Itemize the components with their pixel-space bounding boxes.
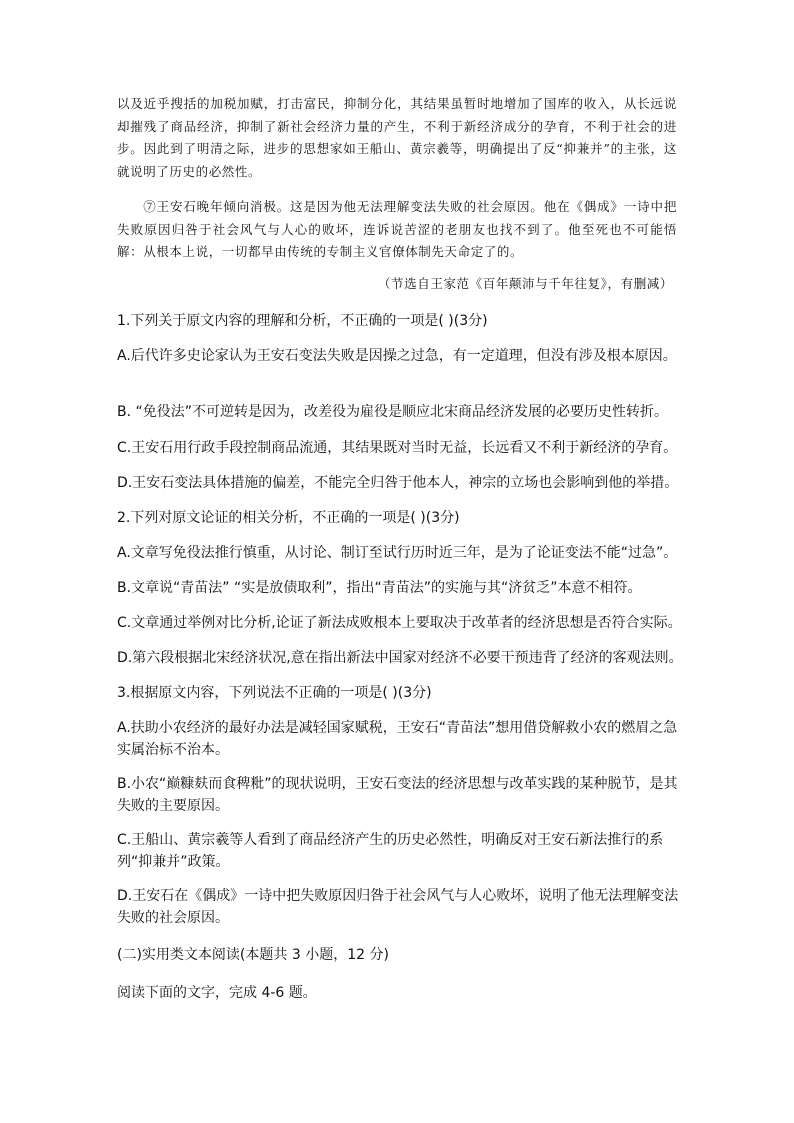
passage-text-7: ⑦王安石晚年倾向消极。这是因为他无法理解变法失败的社会原因。他在《偶成》一诗中把失败原因归咎于社会风气与人心的败坏，连诉说苦涩的老朋友也找不到了。他至死也不可能悟解：从根本上说，一切都早由传统的专制主义官僚体制先天命定了的。 bbox=[117, 199, 677, 259]
question-1-option-b: B. “免役法”不可逆转是因为，改差役为雇役是顺应北宋商品经济发展的必要历史性转折。 bbox=[117, 404, 669, 420]
question-2-option-d: D.第六段根据北宋经济状况,意在指出新法中国家对经济不必要干预违背了经济的客观法则。 bbox=[117, 650, 683, 666]
question-3-option-b: B.小农“巅糠麸而食稗粃”的现状说明，王安石变法的经济思想与改革实践的某种脱节，是其失败的主要原因。 bbox=[117, 776, 678, 814]
question-2-option-b: B.文章说“青苗法” “实是放债取利”，指出“青苗法”的实施与其“济贫乏”本意不相符。 bbox=[117, 580, 642, 596]
question-3-option-a: A.扶助小农经济的最好办法是减轻国家赋税，王安石“青苗法”想用借贷解救小农的燃眉之急实属治标不治本。 bbox=[117, 720, 678, 758]
question-2-stem: 2.下列对原文论证的相关分析，不正确的一项是( )(3分) bbox=[117, 510, 460, 526]
question-3-stem: 3.根据原文内容，下列说法不正确的一项是( )(3分) bbox=[117, 685, 432, 701]
reading-instruction: 阅读下面的文字，完成 4-6 题。 bbox=[117, 985, 317, 1001]
passage-paragraph-end bbox=[117, 93, 677, 183]
source-citation: （节选自王家范《百年颠沛与千年往复》，有删减） bbox=[377, 276, 673, 291]
section-heading: (二)实用类文本阅读(本题共 3 小题，12 分) bbox=[117, 947, 389, 963]
question-2-option-c: C.文章通过举例对比分析,论证了新法成败根本上要取决于改革者的经济思想是否符合实际。 bbox=[117, 615, 682, 631]
question-3-option-d: D.王安石在《偶成》一诗中把失败原因归咎于社会风气与人心败坏，说明了他无法理解变法失败的社会原因。 bbox=[117, 888, 679, 926]
question-1-option-d: D.王安石变法具体措施的偏差，不能完全归咎于他本人，神宗的立场也会影响到他的举措。 bbox=[117, 475, 679, 491]
question-2-option-a: A.文章写免役法推行慎重，从讨论、制订至试行历时近三年，是为了论证变法不能“过急”。 bbox=[117, 545, 678, 561]
question-1-stem: 1.下列关于原文内容的理解和分析，不正确的一项是( )(3分) bbox=[117, 313, 488, 329]
question-1-option-c: C.王安石用行政手段控制商品流通，其结果既对当时无益，长远看又不利于新经济的孕育。 bbox=[117, 440, 678, 456]
question-3-option-c: C.王船山、黄宗羲等人看到了商品经济产生的历史必然性，明确反对王安石新法推行的系列“抑兼并”政策。 bbox=[117, 832, 664, 870]
passage-text: 以及近乎搜括的加税加赋，打击富民，抑制分化，其结果虽暂时地增加了国库的收入，从长远说却摧残了商品经济，抑制了新社会经济力量的产生，不利于新经济成分的孕育，不利于社会的进步。因此到了明清之际，进步的思想家如王船山、黄宗羲等，明确提出了反“抑兼并”的主张，这就说明了历史的必然性。 bbox=[117, 96, 677, 179]
question-1-option-a: A.后代许多史论家认为王安石变法失败是因操之过急，有一定道理，但没有涉及根本原因。 bbox=[117, 348, 677, 364]
passage-paragraph-7 bbox=[117, 196, 677, 264]
